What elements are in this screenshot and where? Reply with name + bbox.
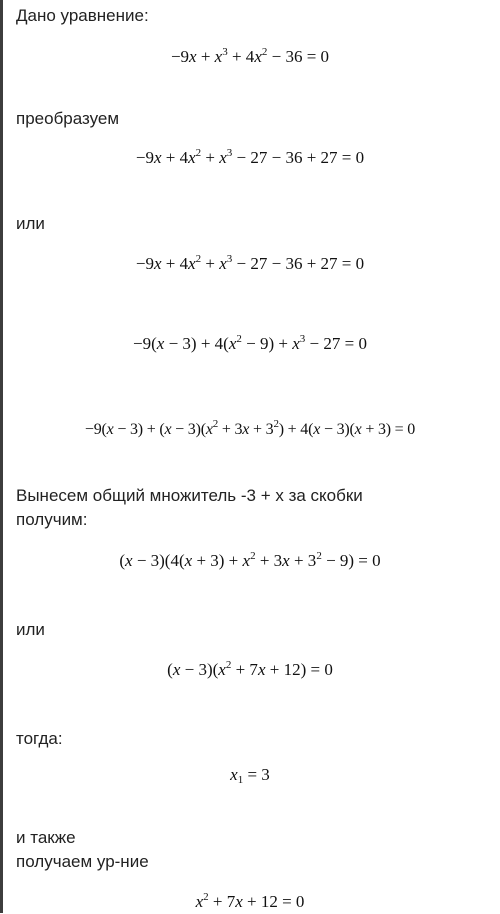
formula-factored-simplified: $(x - 3)(x^2 + 7x + 12) = 0$ [167,659,333,679]
formula-quadratic: $x^2 + 7x + 12 = 0$ [195,891,305,911]
text-and-also: и также [16,828,76,847]
text-or-2: или [16,620,45,639]
formula-expanded: $-9(x - 3) + (x - 3)(x^2 + 3x + 3^2) + 4(x - 3)(x + 3) = 0$ [84,418,416,438]
formula-original-equation: $-9x + x^3 + 4x^2 - 36 = 0$ [170,46,330,66]
text-get: получим: [16,510,88,529]
text-then: тогда: [16,729,63,748]
formula-transformed-repeat: $-9x + 4x^2 + x^3 - 27 - 36 + 27 = 0$ [135,253,365,273]
formula-factored: $(x - 3)(4(x + 3) + x^2 + 3x + 3^2 - 9) = 0$ [119,550,381,570]
text-or-1: или [16,214,45,233]
text-get-equation: получаем ур-ние [16,852,149,871]
formula-grouped: $-9(x - 3) + 4(x^2 - 9) + x^3 - 27 = 0$ [133,333,367,353]
text-transform: преобразуем [16,109,120,128]
formula-root-x1: $x_1 = 3$ [230,765,270,786]
text-given: Дано уравнение: [16,6,149,25]
formula-transformed: $-9x + 4x^2 + x^3 - 27 - 36 + 27 = 0$ [135,147,365,167]
text-factor-out: Вынесем общий множитель -3 + x за скобки [16,486,363,505]
